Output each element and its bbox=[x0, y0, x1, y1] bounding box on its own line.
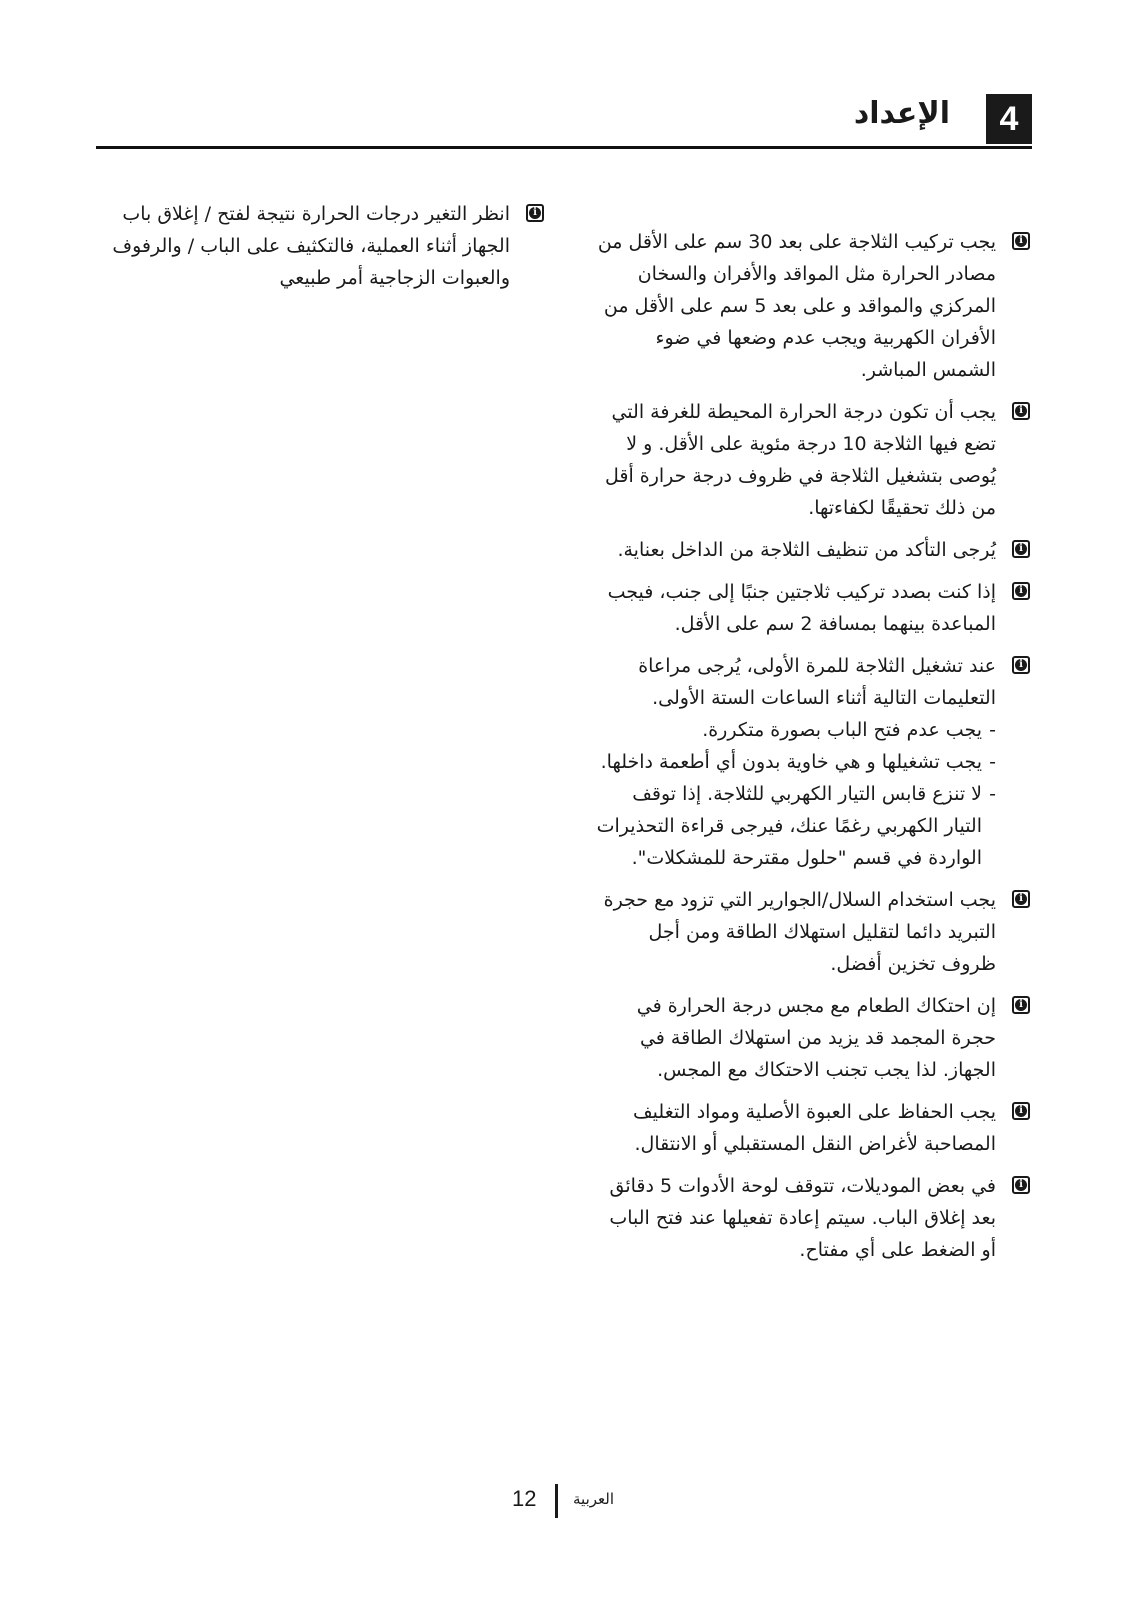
note-text: انظر التغير درجات الحرارة نتيجة لفتح / إغلاق باب الجهاز أثناء العملية، فالتكثيف على الباب / والرفوف والعبوات الزجاجية أمر طبيعي bbox=[112, 203, 510, 289]
info-icon: i bbox=[526, 204, 544, 222]
info-icon: i bbox=[1012, 402, 1030, 420]
note-clearance bbox=[590, 226, 1030, 386]
left-column bbox=[100, 198, 544, 304]
info-icon: i bbox=[1012, 540, 1030, 558]
note-condensation bbox=[100, 198, 544, 294]
info-icon: i bbox=[1012, 582, 1030, 600]
page-footer bbox=[0, 1484, 1128, 1520]
note-text: يجب الحفاظ على العبوة الأصلية ومواد التغليف المصاحبة لأغراض النقل المستقبلي أو الانتقال. bbox=[633, 1101, 996, 1155]
right-column bbox=[590, 226, 1030, 1276]
note-text: إذا كنت بصدد تركيب ثلاجتين جنبًا إلى جنب، فيجب المباعدة بينهما بمسافة 2 سم على الأقل. bbox=[607, 581, 996, 635]
chapter-number: 4 bbox=[999, 99, 1019, 138]
first-operation-list bbox=[590, 714, 996, 874]
note-text: يجب أن تكون درجة الحرارة المحيطة للغرفة التي تضع فيها الثلاجة 10 درجة مئوية على الأقل. و لا يُوصى بتشغيل الثلاجة في ظروف درجة حرارة أقل من ذلك تحقيقًا لكفاءتها. bbox=[604, 401, 996, 519]
chapter-number-box bbox=[986, 94, 1032, 144]
footer-language: العربية bbox=[573, 1490, 614, 1508]
note-text: يجب استخدام السلال/الجوارير التي تزود مع حجرة التبريد دائما لتقليل استهلاك الطاقة ومن أجل ظروف تخزين أفضل. bbox=[603, 889, 996, 975]
note-room-temperature bbox=[590, 396, 1030, 524]
info-icon: i bbox=[1012, 1176, 1030, 1194]
chapter-title: الإعداد bbox=[853, 96, 950, 131]
chapter-header bbox=[96, 94, 1032, 149]
list-item: - يجب عدم فتح الباب بصورة متكررة. bbox=[590, 714, 996, 746]
note-cleaning bbox=[590, 534, 1030, 566]
note-baskets-drawers bbox=[590, 884, 1030, 980]
note-text: يجب تركيب الثلاجة على بعد 30 سم على الأقل من مصادر الحرارة مثل المواقد والأفران والسخان المركزي والمواقد و على بعد 5 سم على الأقل من الأفران الكهربية ويجب عدم وضعها في ضوء الشمس المباشر. bbox=[597, 231, 996, 381]
note-text: عند تشغيل الثلاجة للمرة الأولى، يُرجى مراعاة التعليمات التالية أثناء الساعات الستة الأولى. bbox=[638, 655, 996, 709]
footer-divider bbox=[555, 1484, 558, 1518]
info-icon: i bbox=[1012, 890, 1030, 908]
list-item: - يجب تشغيلها و هي خاوية بدون أي أطعمة داخلها. bbox=[590, 746, 996, 778]
info-icon: i bbox=[1012, 232, 1030, 250]
note-text: إن احتكاك الطعام مع مجس درجة الحرارة في حجرة المجمد قد يزيد من استهلاك الطاقة في الجهاز. لذا يجب تجنب الاحتكاك مع المجس. bbox=[636, 995, 996, 1081]
note-text: يُرجى التأكد من تنظيف الثلاجة من الداخل بعناية. bbox=[617, 539, 996, 561]
note-first-operation bbox=[590, 650, 1030, 874]
note-text: في بعض الموديلات، تتوقف لوحة الأدوات 5 دقائق بعد إغلاق الباب. سيتم إعادة تفعيلها عند فتح الباب أو الضغط على أي مفتاح. bbox=[609, 1175, 996, 1261]
note-sensor-contact bbox=[590, 990, 1030, 1086]
info-icon: i bbox=[1012, 996, 1030, 1014]
note-side-by-side bbox=[590, 576, 1030, 640]
page-number: 12 bbox=[512, 1486, 537, 1511]
note-display-timeout bbox=[590, 1170, 1030, 1266]
info-icon: i bbox=[1012, 656, 1030, 674]
info-icon: i bbox=[1012, 1102, 1030, 1120]
note-packaging bbox=[590, 1096, 1030, 1160]
list-item: - لا تنزع قابس التيار الكهربي للثلاجة. إذا توقف التيار الكهربي رغمًا عنك، فيرجى قراءة التحذيرات الواردة في قسم "حلول مقترحة للمشكلات". bbox=[590, 778, 996, 874]
